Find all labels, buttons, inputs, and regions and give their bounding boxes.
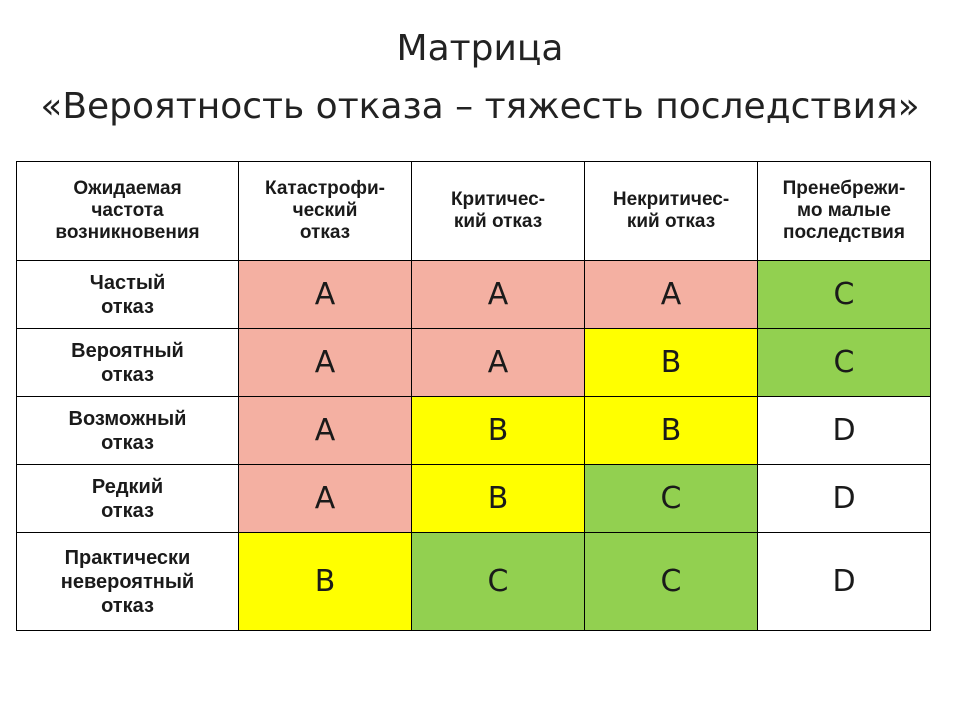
- matrix-cell: C: [758, 329, 931, 397]
- row-label-possible: Возможный отказ: [17, 397, 239, 465]
- matrix-cell: D: [758, 533, 931, 631]
- row-label-frequent: Частый отказ: [17, 261, 239, 329]
- matrix-cell: A: [412, 261, 585, 329]
- row-label-probable: Вероятный отказ: [17, 329, 239, 397]
- corner-header: Ожидаемая частота возникновения: [17, 162, 239, 261]
- title-line-2: «Вероятность отказа – тяжесть последствия»: [40, 86, 920, 127]
- matrix-cell: B: [412, 465, 585, 533]
- row-label-rare: Редкий отказ: [17, 465, 239, 533]
- header-row: [17, 162, 931, 261]
- matrix-cell: B: [412, 397, 585, 465]
- matrix-cell: D: [758, 397, 931, 465]
- table-row: [17, 261, 931, 329]
- table-row: [17, 465, 931, 533]
- column-header-catastrophic: Катастрофи- ческий отказ: [239, 162, 412, 261]
- matrix-cell: C: [758, 261, 931, 329]
- matrix-cell: A: [239, 397, 412, 465]
- matrix-cell: A: [585, 261, 758, 329]
- matrix-cell: A: [239, 261, 412, 329]
- matrix-cell: C: [585, 533, 758, 631]
- risk-matrix-table: [16, 161, 931, 631]
- matrix-cell: A: [412, 329, 585, 397]
- title-line-1: Матрица: [396, 28, 564, 69]
- matrix-cell: A: [239, 465, 412, 533]
- column-header-critical: Критичес- кий отказ: [412, 162, 585, 261]
- table-row: [17, 329, 931, 397]
- table-row: [17, 533, 931, 631]
- matrix-cell: A: [239, 329, 412, 397]
- page-title: [0, 20, 960, 136]
- row-label-improbable: Практически невероятный отказ: [17, 533, 239, 631]
- matrix-cell: B: [239, 533, 412, 631]
- column-header-noncritical: Некритичес- кий отказ: [585, 162, 758, 261]
- matrix-cell: B: [585, 397, 758, 465]
- matrix-cell: C: [585, 465, 758, 533]
- matrix-cell: B: [585, 329, 758, 397]
- table-row: [17, 397, 931, 465]
- column-header-negligible: Пренебрежи- мо малые последствия: [758, 162, 931, 261]
- matrix-cell: D: [758, 465, 931, 533]
- matrix-cell: C: [412, 533, 585, 631]
